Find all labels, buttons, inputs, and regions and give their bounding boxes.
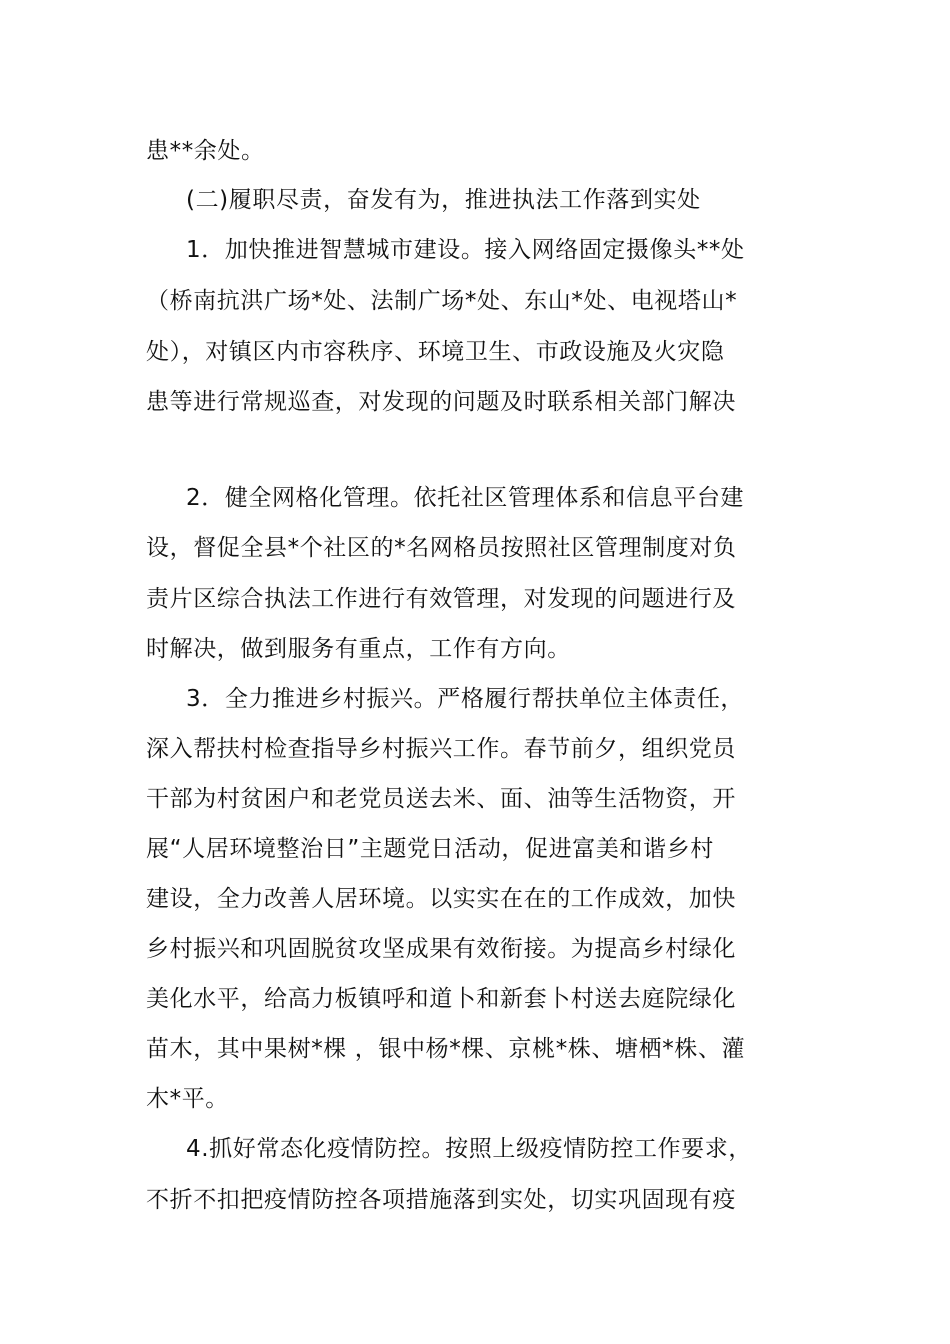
text-line: 深入帮扶村检查指导乡村振兴工作。春节前夕，组织党员 (146, 736, 736, 762)
text-line: 时解决，做到服务有重点，工作有方向。 (146, 636, 571, 662)
text-line: 设，督促全县*个社区的*名网格员按照社区管理制度对负 (146, 535, 737, 561)
text-line: 不折不扣把疫情防控各项措施落到实处，切实巩固现有疫 (146, 1187, 736, 1213)
text-line: （桥南抗洪广场*处、法制广场*处、东山*处、电视塔山* (146, 288, 738, 314)
text-line: 干部为村贫困户和老党员送去米、面、油等生活物资，开 (146, 786, 736, 812)
text-line: 建设，全力改善人居环境。以实实在在的工作成效，加快 (146, 886, 736, 912)
text-line: 2．健全网格化管理。依托社区管理体系和信息平台建 (186, 485, 745, 511)
text-line: 美化水平，给高力板镇呼和道卜和新套卜村送去庭院绿化 (146, 986, 736, 1012)
text-line: 乡村振兴和巩固脱贫攻坚成果有效衔接。为提高乡村绿化 (146, 936, 736, 962)
text-line: 展“人居环境整治日”主题党日活动，促进富美和谐乡村 (146, 836, 714, 862)
text-line: 3．全力推进乡村振兴。严格履行帮扶单位主体责任， (186, 686, 745, 712)
text-line: 4.抓好常态化疫情防控。按照上级疫情防控工作要求， (186, 1136, 752, 1162)
text-line: 1．加快推进智慧城市建设。接入网络固定摄像头**处 (186, 237, 745, 263)
text-line: 患等进行常规巡查，对发现的问题及时联系相关部门解决 (146, 389, 736, 415)
section-heading: (二)履职尽责，奋发有为，推进执法工作落到实处 (186, 187, 701, 213)
text-line: 患**余处。 (146, 138, 265, 164)
text-line: 责片区综合执法工作进行有效管理，对发现的问题进行及 (146, 586, 736, 612)
text-line: 处），对镇区内市容秩序、环境卫生、市政设施及火灾隐 (146, 339, 725, 365)
text-line: 苗木，其中果树*棵 ，银中杨*棵、京桃*株、塘栖*株、灌 (146, 1036, 746, 1062)
text-line: 木*平。 (146, 1086, 229, 1112)
